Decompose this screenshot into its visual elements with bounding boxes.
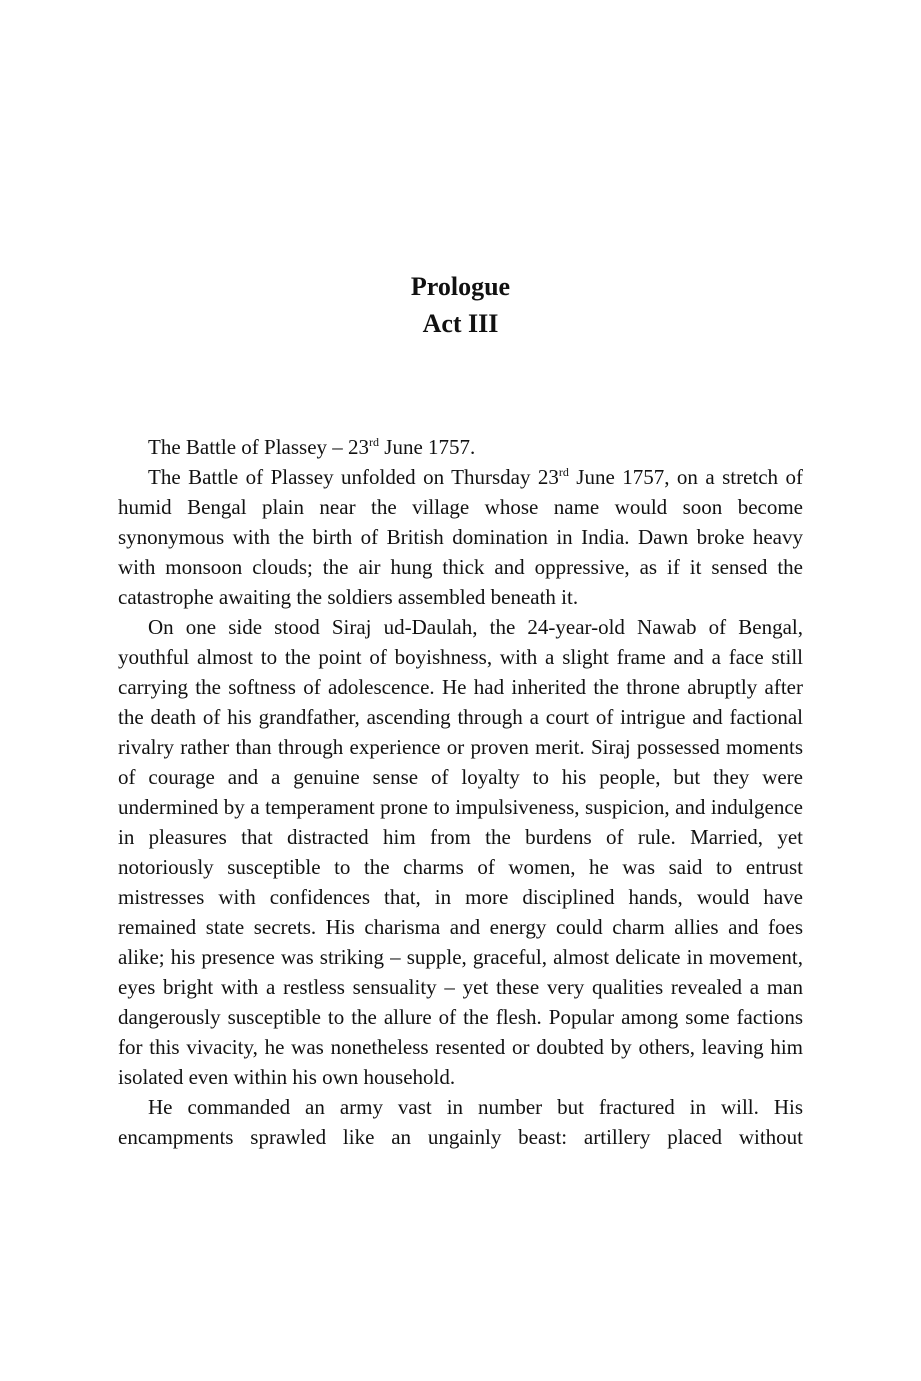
paragraph-1 bbox=[118, 462, 803, 612]
body-text bbox=[118, 432, 803, 1152]
date-line-text-end: June 1757. bbox=[379, 435, 476, 459]
date-line-text: The Battle of Plassey – 23 bbox=[148, 435, 370, 459]
paragraph-1-text: The Battle of Plassey unfolded on Thursday 23 bbox=[148, 465, 559, 489]
paragraph-3: He commanded an army vast in number but fractured in will. His encampments sprawled like an ungainly beast: artillery placed without bbox=[118, 1095, 803, 1149]
date-line bbox=[118, 432, 803, 462]
paragraph-1-text-end: June 1757, on a stretch of humid Bengal plain near the village whose name would soon become synonymous with the birth of British domination in India. Dawn broke heavy with monsoon clouds; the air hung thick and oppressive, as if it sensed the catastrophe awaiting the soldiers assembled beneath it. bbox=[118, 465, 803, 609]
paragraph-2: On one side stood Siraj ud-Daulah, the 24-year-old Nawab of Bengal, youthful almost to the point of boyishness, with a slight frame and a face still carrying the softness of adolescence. He had inherited the throne abruptly after the death of his grandfather, ascending through a court of intrigue and factional rivalry rather than through experience or proven merit. Siraj possessed moments of courage and a genuine sense of loyalty to his people, but they were undermined by a temperament prone to impulsiveness, suspicion, and indulgence in pleasures that distracted him from the burdens of rule. Married, yet notoriously susceptible to the charms of women, he was said to entrust mistresses with confidences that, in more disciplined hands, would have remained state secrets. His charisma and energy could charm allies and foes alike; his presence was striking – supple, graceful, almost delicate in movement, eyes bright with a restless sensuality – yet these very qualities revealed a man dangerously susceptible to the allure of the flesh. Popular among some factions for this vivacity, he was nonetheless resented or doubted by others, leaving him isolated even within his own household. bbox=[118, 615, 803, 1089]
ordinal-suffix: rd bbox=[369, 435, 380, 449]
ordinal-suffix: rd bbox=[558, 465, 569, 479]
chapter-subtitle: Act III bbox=[422, 309, 499, 338]
chapter-title: Prologue bbox=[410, 272, 511, 301]
